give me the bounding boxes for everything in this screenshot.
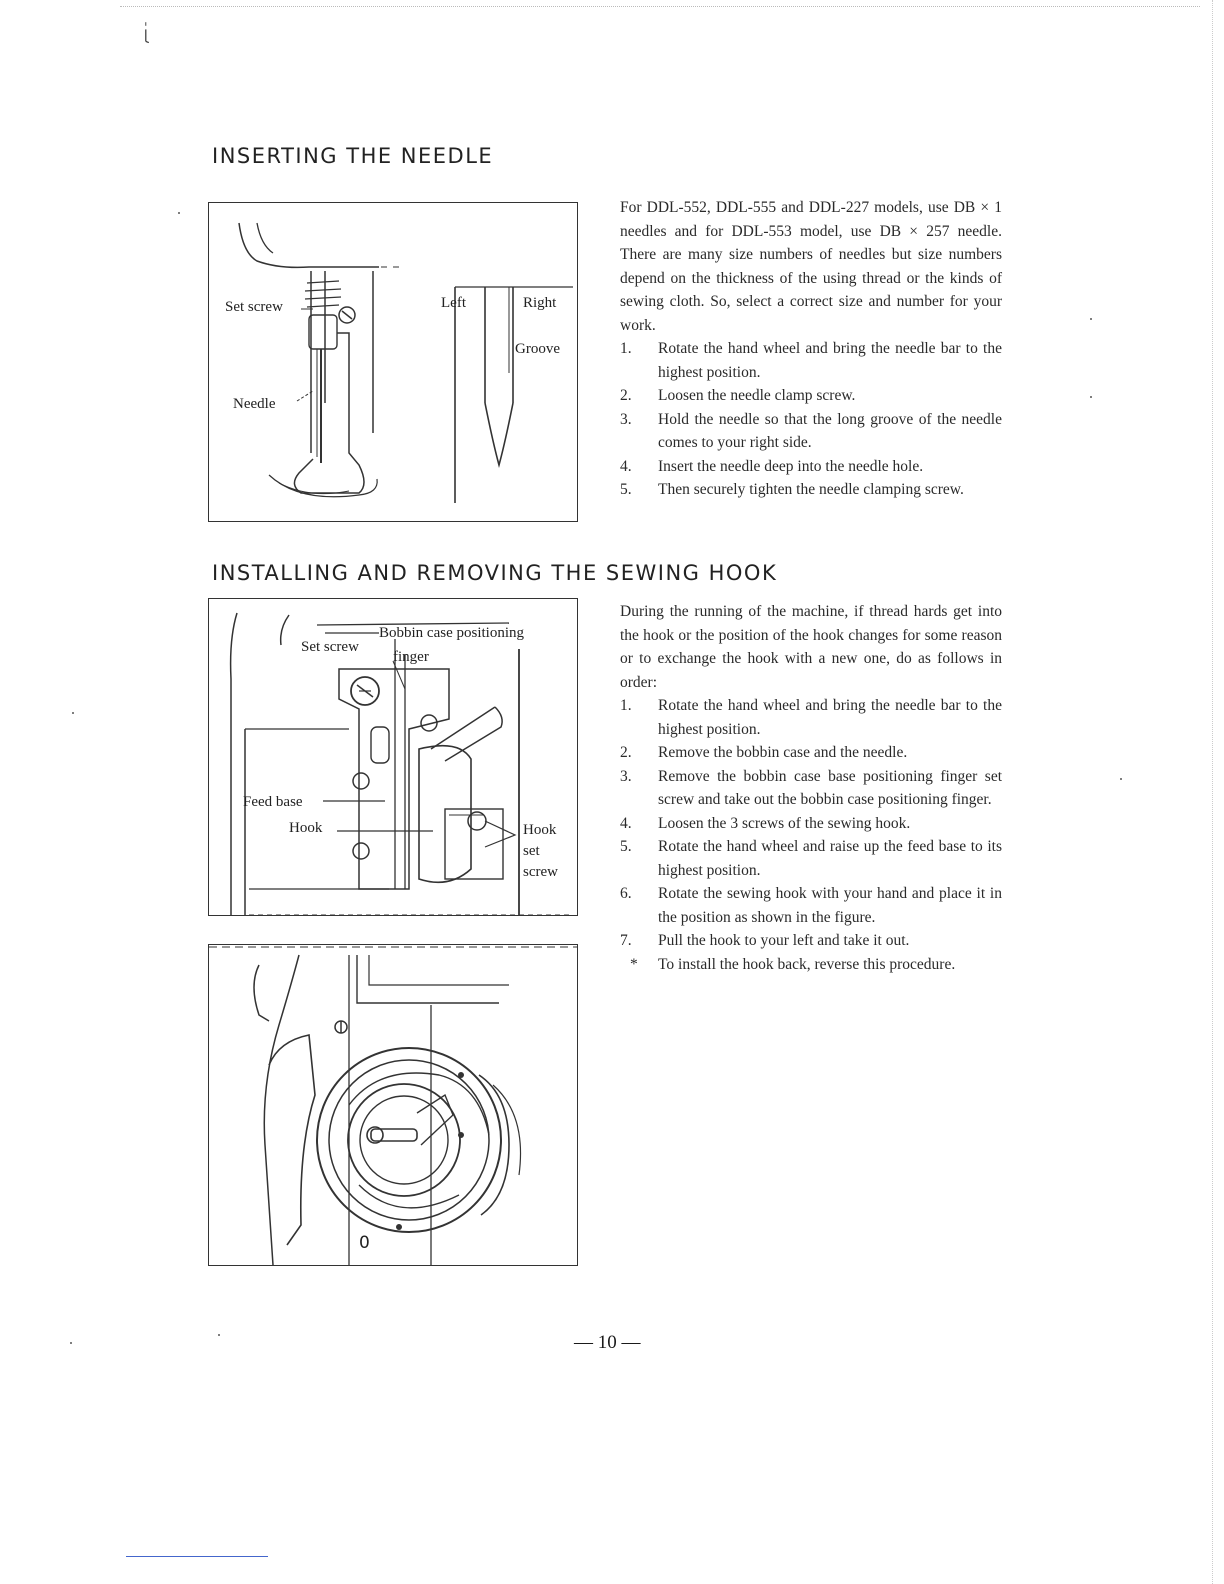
needle-intro-paragraph: For DDL-552, DDL-555 and DDL-227 models, use DB × 1 needles and for DDL-553 model, use DB × 257 needle. There are many size numbers of needles but size numbers depend on the thickness of the using thread or the kinds of sewing cloth. So, select a correct size and number for your work. [620,199,1002,334]
label-left: Left [441,295,466,311]
scan-speck [70,1342,72,1344]
hook-step-note: * To install the hook back, reverse this procedure. [630,955,956,973]
scan-speck [218,1334,220,1336]
needle-step: 3. Hold the needle so that the long groove of the needle comes to your right side. [620,410,1002,451]
label-right: Right [523,295,557,311]
scan-speck [1090,318,1092,320]
hook-step: 5. Rotate the hand wheel and raise up the feed base to its highest position. [620,838,1002,879]
hook-step: 2. Remove the bobbin case and the needle. [620,744,908,761]
hook-step: 7. Pull the hook to your left and take it out. [620,932,910,949]
scan-speck [1120,778,1122,780]
label-hook-set-screw-line3: screw [523,864,558,880]
hook-detail-figure [208,944,578,1266]
label-set-screw-hook: Set screw [301,639,359,655]
hook-step: 3. Remove the bobbin case base positioning finger set screw and take out the bobbin case positioning finger. [620,767,1002,808]
needle-step: 2. Loosen the needle clamp screw. [620,387,856,404]
scan-speck [72,712,74,714]
hook-step: 6. Rotate the sewing hook with your hand and place it in the position as shown in the figure. [620,885,1002,926]
hook-instructions [620,600,1002,976]
label-set-screw: Set screw [225,299,283,315]
hook-figure [208,598,578,916]
hook-intro-paragraph: During the running of the machine, if thread hards get into the hook or the position of the hook changes for some reason or to exchange the hook with a new one, do as follows in order: [620,603,1002,691]
label-hook-set-screw-line1: Hook [523,822,557,838]
page-number: — 10 — [574,1332,641,1353]
needle-step: 1. Rotate the hand wheel and bring the needle bar to the highest position. [620,340,1002,381]
hook-step: 1. Rotate the hand wheel and bring the needle bar to the highest position. [620,697,1002,738]
section-heading-inserting-needle: INSERTING THE NEEDLE [212,144,494,168]
label-bobbin-case-positioning: Bobbin case positioning [379,625,524,641]
scan-speck [1090,396,1092,398]
label-hook: Hook [289,820,323,836]
label-zero: 0 [359,1233,370,1253]
scan-edge-right [1212,0,1213,1584]
needle-illustration-icon [209,203,577,521]
label-needle: Needle [233,396,276,412]
needle-steps-list [620,337,1002,502]
label-feed-base: Feed base [243,794,303,810]
scan-edge-top [120,6,1200,7]
hook-steps-list [620,694,1002,976]
needle-step: 5. Then securely tighten the needle clamping screw. [620,481,964,498]
section-heading-sewing-hook: INSTALLING AND REMOVING THE SEWING HOOK [212,561,778,585]
needle-instructions [620,196,1002,502]
corner-mark-icon [144,16,150,50]
bottom-link-underline [126,1556,268,1557]
hook-detail-illustration-icon [209,945,577,1265]
needle-figure [208,202,578,522]
hook-step: 4. Loosen the 3 screws of the sewing hook. [620,814,911,832]
needle-step: 4. Insert the needle deep into the needle hole. [620,457,924,475]
label-groove: Groove [515,341,560,357]
scan-speck [178,212,180,214]
label-finger: finger [393,649,429,665]
label-hook-set-screw-line2: set [523,843,540,859]
hook-illustration-icon [209,599,577,915]
